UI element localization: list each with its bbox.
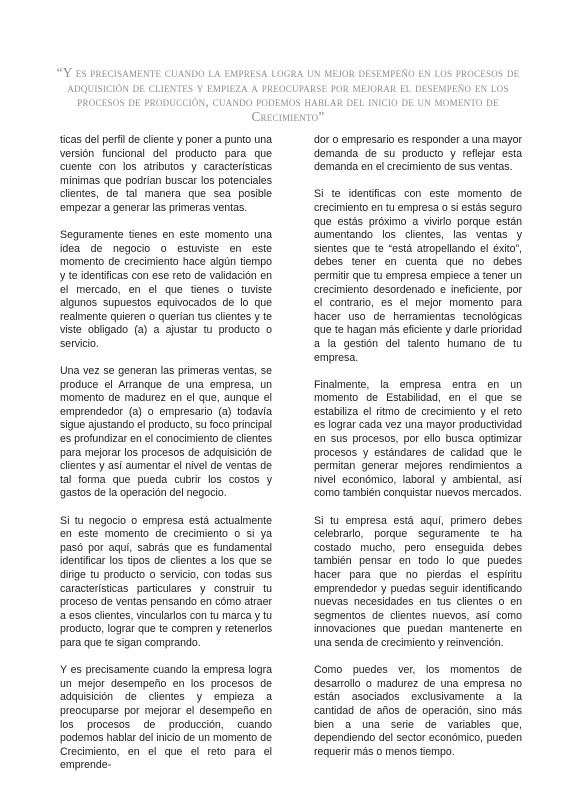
paragraph: Una vez se generan las primeras ventas, se produce el Arranque de una empresa, un momento de madurez en el que, aunque el emprendedor (a) o empresario (a) todavía sigue ajustando el producto, su foco principal es profundizar en el conocimiento de clientes para mejorar los procesos de adquisición de clientes y así aumentar el nivel de ventas de tal forma que pueda cubrir los costos y gastos de la operación del negocio. <box>60 365 273 500</box>
paragraph: ticas del perfil de cliente y poner a punto una versión funcional del producto para que cuente con los atributos y características mínimas que podrían buscar los potenciales clientes, de tal manera que sea posible empezar a generar las primeras ventas. <box>60 134 272 214</box>
paragraph: Y es precisamente cuando la empresa logra un mejor desempeño en los procesos de adquisición de clientes y empieza a preocuparse por mejorar el desempeño en los procesos de producción, cuando podemos hablar del inicio de un momento de Crecimiento, en el que el reto para el emprende- <box>60 664 272 772</box>
paragraph: Seguramente tienes en este momento una idea de negocio o estuviste en este momento de crecimiento hace algún tiempo y te identificas con ese reto de validación en el mercado, en el que tienes o tuviste algunos supuestos equivocados de lo que realmente quieren o querían tus clientes y te viste obligado (a) a ajustar tu producto o servicio. <box>60 229 272 350</box>
paragraph: Si tu empresa está aquí, primero debes celebrarlo, porque seguramente te ha costado mucho, pero enseguida debes también pensar en todo lo que puedes hacer para que no pierdas el espíritu emprendedor y puedas seguir identificando nuevas necesidades en tus clientes o en segmentos de clientes nuevos, así como innovaciones que puedan mantenerte en una senda de crecimiento y reinvención. <box>314 514 522 649</box>
paragraph: Finalmente, la empresa entra en un momento de Estabilidad, en el que se estabiliza el ritmo de crecimiento y el reto es lograr cada vez una mayor productividad en sus procesos, por ello busca optimizar procesos y estándares de calidad que le permitan generar mejores rendimientos a nivel económico, laboral y ambiental, así como también conquistar nuevos mercados. <box>314 378 522 500</box>
pull-quote: “Y es precisamente cuando la empresa logra un mejor desempeño en los procesos de adquisición de clientes y empieza a preocuparse por mejorar el desempeño en los procesos de producción, cuando podemos hablar del inicio de un momento de Crecimiento” <box>56 65 520 124</box>
right-column <box>314 134 522 773</box>
paragraph: dor o empresario es responder a una mayor demanda de su producto y reflejar esta demanda en el crecimiento de sus ventas. <box>314 134 522 174</box>
left-column <box>60 134 272 787</box>
paragraph: Si tu negocio o empresa está actualmente en este momento de crecimiento o si ya pasó por aquí, sabrás que es fundamental identificar los tipos de clientes a los que se dirige tu producto o servicio, con todas sus características particulares y construir tu proceso de ventas pensando en cómo atraer a esos clientes, vincularlos con tu marca y tu producto, lograr que te compren y retenerlos para que te sigan comprando. <box>60 514 272 649</box>
paragraph: Si te identificas con este momento de crecimiento en tu empresa o si estás seguro que estás próximo a vivirlo porque están aumentando los clientes, las ventas y sientes que te “está atropellando el éxito”, debes tener en cuenta que no debes permitir que tu empresa empiece a tener un crecimiento desordenado e ineficiente, por el contrario, es el mejor momento para hacer uso de herramientas tecnológicas que te hagan más eficiente y darle prioridad a la gestión del talento humano de tu empresa. <box>314 188 522 364</box>
paragraph: Como puedes ver, los momentos de desarrollo o madurez de una empresa no están asociados exclusivamente a la cantidad de años de operación, sino más bien a una serie de variables que, dependiendo del sector económico, pueden requerir más o menos tiempo. <box>314 664 522 758</box>
